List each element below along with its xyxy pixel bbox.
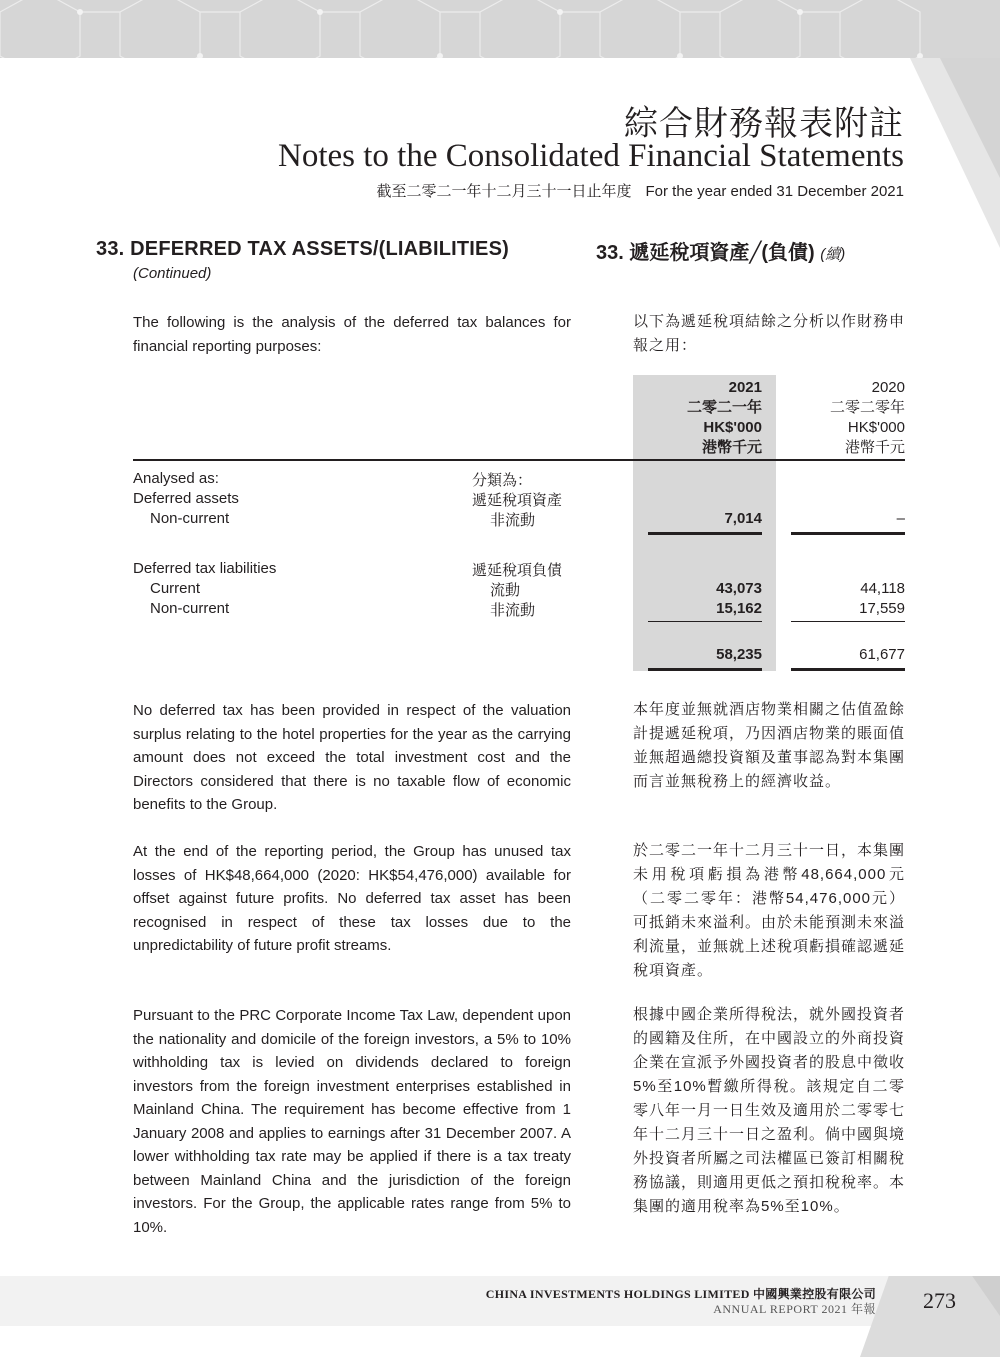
page-number: 273 (923, 1288, 956, 1313)
col-2020-unit: HK$'000 (847, 419, 905, 436)
col-2020-unit-cn: 港幣千元 (844, 439, 905, 456)
paragraph-2-cn: 於二零二一年十二月三十一日，本集團未用稅項虧損為港幣48,664,000元（二零二零年：港幣54,476,000元）可抵銷未來溢利。由於未能預測未來溢利流量，並無就上述稅項虧損確認遞延稅項資產。 (633, 842, 906, 979)
paragraph-3-en: Pursuant to the PRC Corporate Income Tax Law, dependent upon the nationality and domicile of the foreign investors, a 5% to 10% withholding tax is levied on dividends declared to foreign investors from the foreign investment enterprises established in Mainland China. The requirement has become effective from 1 January 2008 and applies to earnings after 31 December 2007. A lower withholding tax rate may be applied if there is a tax treaty between Mainland China and the jurisdiction of the foreign investors. For the Group, the applicable rates range from 5% to 10%. (133, 1007, 571, 1236)
value-current-liab-2020: 44,118 (860, 580, 905, 597)
assets-total-rule-2020 (791, 532, 905, 535)
intro-cn: 以下為遞延稅項結餘之分析以作財務申報之用： (633, 313, 906, 354)
value-noncurrent-assets-2020: – (896, 510, 905, 527)
value-total-liab-2020: 61,677 (859, 646, 905, 663)
value-noncurrent-assets-2021: 7,014 (724, 510, 762, 527)
col-2020-year: 2020 (871, 379, 905, 396)
footer-report: ANNUAL REPORT 2021 年報 (713, 1302, 876, 1316)
paragraph-3-cn: 根據中國企業所得稅法，就外國投資者的國籍及住所，在中國設立的外商投資企業在宣派予外國投資者的股息中徵收5%至10%暫繳所得稅。該規定自二零零八年一月一日生效及適用於二零零七年十二月三十一日之盈利。倘中國與境外投資者所屬之司法權區已簽訂相關稅務協議，則適用更低之預扣稅稅率。本集團的適用稅率為5%至10%。 (633, 1006, 906, 1215)
row-deferred-liabilities-cn: 遞延稅項負債 (472, 562, 563, 579)
assets-total-rule-2021 (648, 532, 762, 535)
table-header-rule (133, 459, 905, 461)
row-noncurrent-assets: Non-current (150, 510, 230, 527)
corner-decoration (910, 58, 1000, 248)
row-noncurrent-assets-cn: 非流動 (490, 512, 536, 529)
row-deferred-assets: Deferred assets (133, 490, 239, 507)
footer-company: CHINA INVESTMENTS HOLDINGS LIMITED 中國興業控股有限公司 (485, 1287, 876, 1301)
row-noncurrent-liab: Non-current (150, 600, 230, 617)
col-2021-unit: HK$'000 (703, 419, 762, 436)
row-analysed-as: Analysed as: (133, 470, 219, 487)
column-header-2021 (640, 378, 762, 458)
header-decoration (0, 0, 1000, 58)
paragraph-2-en: At the end of the reporting period, the Group has unused tax losses of HK$48,664,000 (2020: HK$54,476,000) available for offset against future profits. No deferred tax asset has been recognised in respect of these tax losses due to the unpredictability of future profit streams. (133, 843, 571, 954)
liab-subtotal-rule-2021 (648, 621, 762, 622)
col-2021-year-cn: 二零二一年 (686, 399, 762, 416)
section-heading-cn (596, 236, 845, 265)
row-analysed-as-cn: 分類為： (472, 472, 533, 489)
paragraph-1-cn: 本年度並無就酒店物業相關之估值盈餘計提遞延稅項，乃因酒店物業的賬面值並無超過總投資額及董事認為對本集團而言並無稅務上的經濟收益。 (633, 701, 906, 790)
liab-total-rule-2020 (791, 668, 905, 671)
liab-total-rule-2021 (648, 668, 762, 671)
paragraph-1-en: No deferred tax has been provided in respect of the valuation surplus relating to the hotel properties for the year as the carrying amount does not exceed the total investment cost and the Directors considered that there is no taxable flow of economic benefits to the Group. (133, 702, 571, 813)
period-en: For the year ended 31 December 2021 (645, 183, 904, 200)
col-2021-year: 2021 (728, 379, 762, 396)
row-deferred-liabilities: Deferred tax liabilities (133, 560, 277, 577)
period-line (362, 180, 904, 201)
page-title-en: Notes to the Consolidated Financial Statements (278, 138, 904, 174)
intro-en: The following is the analysis of the deferred tax balances for financial reporting purposes: (133, 314, 571, 355)
row-current-liab: Current (150, 580, 201, 597)
section-heading-cn-text: 33. 遞延稅項資產╱(負債) (596, 242, 815, 264)
section-continued-cn: (續) (820, 246, 846, 263)
section-heading-en: 33. DEFERRED TAX ASSETS/(LIABILITIES) (96, 238, 509, 260)
period-cn: 截至二零二一年十二月三十一日止年度 (376, 183, 632, 200)
liab-subtotal-rule-2020 (791, 621, 905, 622)
row-noncurrent-liab-cn: 非流動 (490, 602, 536, 619)
value-noncurrent-liab-2020: 17,559 (859, 600, 905, 617)
col-2021-unit-cn: 港幣千元 (701, 439, 762, 456)
page-title-cn: 綜合財務報表附註 (624, 104, 904, 144)
value-current-liab-2021: 43,073 (716, 580, 762, 597)
row-current-liab-cn: 流動 (490, 582, 521, 599)
section-continued-en: (Continued) (133, 265, 212, 282)
value-total-liab-2021: 58,235 (716, 646, 762, 663)
value-noncurrent-liab-2021: 15,162 (716, 600, 762, 617)
row-deferred-assets-cn: 遞延稅項資產 (472, 492, 563, 509)
col-2020-year-cn: 二零二零年 (829, 399, 905, 416)
column-header-2020 (790, 378, 905, 458)
